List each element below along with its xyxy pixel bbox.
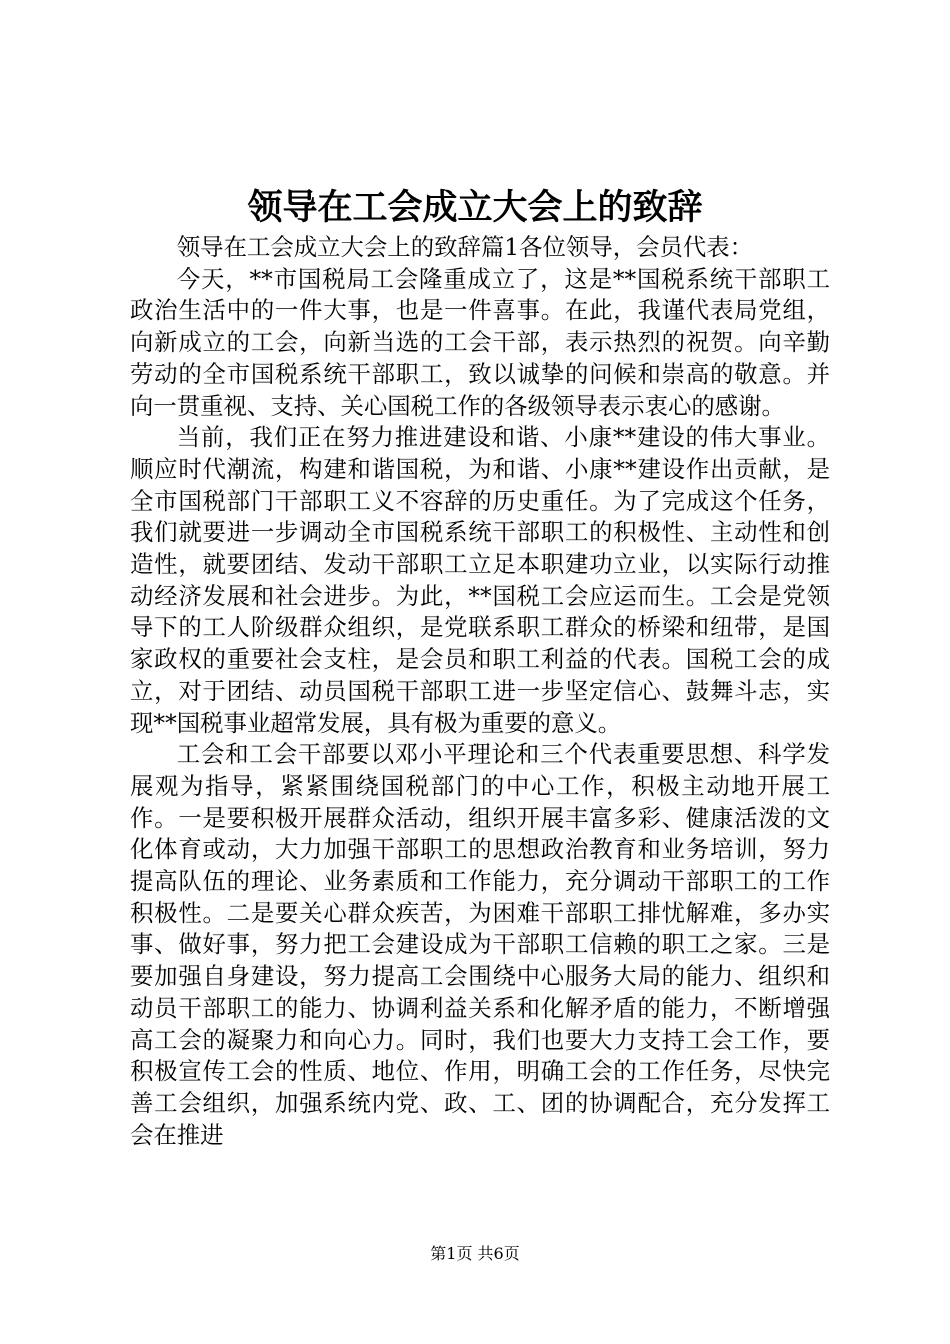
document-body — [130, 232, 830, 1151]
paragraph: 今天，**市国税局工会隆重成立了，这是**国税系统干部职工政治生活中的一件大事，也是一件喜事。在此，我谨代表局党组，向新成立的工会，向新当选的工会干部，表示热烈的祝贺。向辛勤劳动的全市国税系统干部职工，致以诚挚的问候和崇高的敬意。并向一贯重视、支持、关心国税工作的各级领导表示衷心的感谢。 — [130, 264, 830, 420]
document-title: 领导在工会成立大会上的致辞 — [247, 187, 703, 228]
page-number-footer: 第1页 共6页 — [430, 1244, 520, 1263]
paragraph: 领导在工会成立大会上的致辞篇1各位领导，会员代表： — [176, 233, 754, 261]
paragraph: 工会和工会干部要以邓小平理论和三个代表重要思想、科学发展观为指导，紧紧围绕国税部门的中心工作，积极主动地开展工作。一是要积极开展群众活动，组织开展丰富多彩、健康活泼的文化体育或动，大力加强干部职工的思想政治教育和业务培训，努力提高队伍的理论、业务素质和工作能力，充分调动干部职工的工作积极性。二是要关心群众疾苦，为困难干部职工排忧解难，多办实事、做好事，努力把工会建设成为干部职工信赖的职工之家。三是要加强自身建设，努力提高工会围绕中心服务大局的能力、组织和动员干部职工的能力、协调利益关系和化解矛盾的能力，不断增强高工会的凝聚力和向心力。同时，我们也要大力支持工会工作，要积极宣传工会的性质、地位、作用，明确工会的工作任务，尽快完善工会组织，加强系统内党、政、工、团的协调配合，充分发挥工会在推进 — [130, 740, 830, 1149]
paragraph: 当前，我们正在努力推进建设和谐、小康**建设的伟大事业。顺应时代潮流，构建和谐国税，为和谐、小康**建设作出贡献，是全市国税部门干部职工义不容辞的历史重任。为了完成这个任务，我们就要进一步调动全市国税系统干部职工的积极性、主动性和创造性，就要团结、发动干部职工立足本职建功立业，以实际行动推动经济发展和社会进步。为此，**国税工会应运而生。工会是党领导下的工人阶级群众组织，是党联系职工群众的桥梁和纽带，是国家政权的重要社会支柱，是会员和职工利益的代表。国税工会的成立，对于团结、动员国税干部职工进一步坚定信心、鼓舞斗志，实现**国税事业超常发展，具有极为重要的意义。 — [130, 423, 830, 737]
